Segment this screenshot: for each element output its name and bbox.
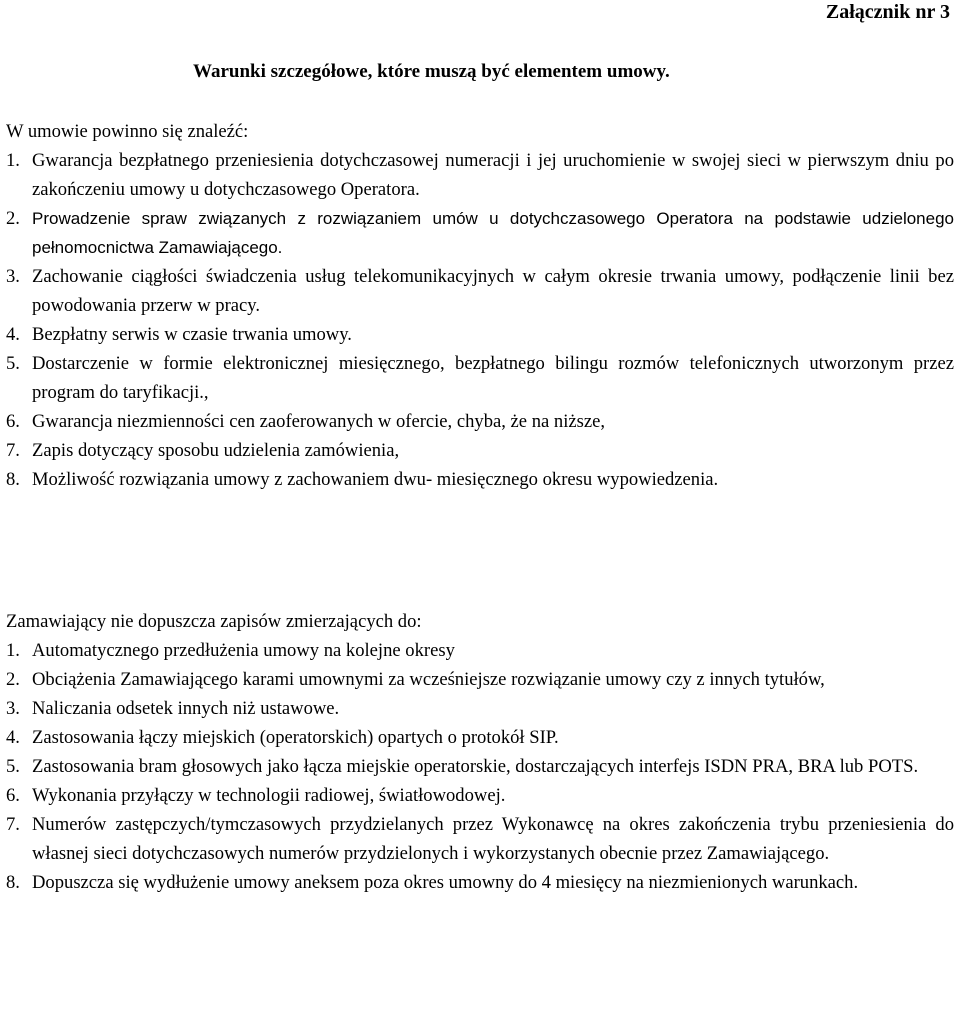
item-number: 2.	[6, 208, 20, 229]
list-item	[6, 465, 954, 494]
required-terms-list	[6, 146, 954, 494]
document-title: Warunki szczegółowe, które muszą być elementem umowy.	[193, 61, 670, 82]
list-item	[6, 407, 954, 436]
item-number: 2.	[6, 669, 20, 690]
item-text: Dopuszcza się wydłużenie umowy aneksem poza okres umowny do 4 miesięcy na niezmienionych warunkach.	[32, 872, 859, 893]
list-item	[6, 723, 954, 752]
item-text: Automatycznego przedłużenia umowy na kolejne okresy	[32, 640, 455, 661]
section-prohibited-terms	[6, 607, 954, 897]
list-item	[6, 636, 954, 665]
item-number: 6.	[6, 411, 20, 432]
item-number: 7.	[6, 440, 20, 461]
item-text: Zachowanie ciągłości świadczenia usług telekomunikacyjnych w całym okresie trwania umowy, podłączenie linii bez powodowania przerw w pracy.	[32, 266, 954, 316]
item-text: Możliwość rozwiązania umowy z zachowaniem dwu- miesięcznego okresu wypowiedzenia.	[32, 469, 719, 490]
item-number: 8.	[6, 872, 20, 893]
prohibited-terms-list	[6, 636, 954, 897]
item-number: 3.	[6, 698, 20, 719]
item-text: Prowadzenie spraw związanych z rozwiązaniem umów u dotychczasowego Operatora na podstawie udzielonego pełnomocnictwa Zamawiającego.	[32, 209, 954, 257]
list-item	[6, 781, 954, 810]
item-text: Gwarancja niezmienności cen zaoferowanych w ofercie, chyba, że na niższe,	[32, 411, 606, 432]
item-text: Bezpłatny serwis w czasie trwania umowy.	[32, 324, 352, 345]
item-text: Dostarczenie w formie elektronicznej miesięcznego, bezpłatnego bilingu rozmów telefonicznych utworzonym przez program do taryfikacji.,	[32, 353, 954, 403]
section-required-terms	[6, 117, 954, 494]
item-number: 1.	[6, 150, 20, 171]
list-item	[6, 204, 954, 262]
list-item	[6, 146, 954, 204]
list-item	[6, 436, 954, 465]
annex-label: Załącznik nr 3	[825, 1, 950, 23]
item-number: 5.	[6, 756, 20, 777]
list-item	[6, 320, 954, 349]
item-number: 5.	[6, 353, 20, 374]
list-item	[6, 810, 954, 868]
list-item	[6, 349, 954, 407]
item-number: 8.	[6, 469, 20, 490]
item-number: 4.	[6, 324, 20, 345]
item-text: Zapis dotyczący sposobu udzielenia zamówienia,	[32, 440, 400, 461]
section-intro: W umowie powinno się znaleźć:	[6, 121, 249, 142]
item-text: Obciążenia Zamawiającego karami umownymi za wcześniejsze rozwiązanie umowy czy z innych tytułów,	[32, 669, 825, 690]
item-number: 4.	[6, 727, 20, 748]
list-item	[6, 665, 954, 694]
item-text: Naliczania odsetek innych niż ustawowe.	[32, 698, 340, 719]
list-item	[6, 752, 954, 781]
section-intro: Zamawiający nie dopuszcza zapisów zmierzających do:	[6, 611, 422, 632]
item-number: 1.	[6, 640, 20, 661]
item-text: Zastosowania bram głosowych jako łącza miejskie operatorskie, dostarczających interfejs ISDN PRA, BRA lub POTS.	[32, 756, 919, 777]
item-number: 7.	[6, 814, 20, 835]
item-text: Wykonania przyłączy w technologii radiowej, światłowodowej.	[32, 785, 506, 806]
list-item	[6, 868, 954, 897]
list-item	[6, 262, 954, 320]
item-text: Numerów zastępczych/tymczasowych przydzielanych przez Wykonawcę na okres zakończenia trybu przeniesienia do własnej sieci dotychczasowych numerów przydzielonych i wykorzystanych obecnie przez Zamawiającego.	[32, 814, 954, 864]
item-number: 6.	[6, 785, 20, 806]
list-item	[6, 694, 954, 723]
item-text: Gwarancja bezpłatnego przeniesienia dotychczasowej numeracji i jej uruchomienie w swojej sieci w pierwszym dniu po zakończeniu umowy u dotychczasowego Operatora.	[32, 150, 954, 200]
item-text: Zastosowania łączy miejskich (operatorskich) opartych o protokół SIP.	[32, 727, 559, 748]
item-number: 3.	[6, 266, 20, 287]
